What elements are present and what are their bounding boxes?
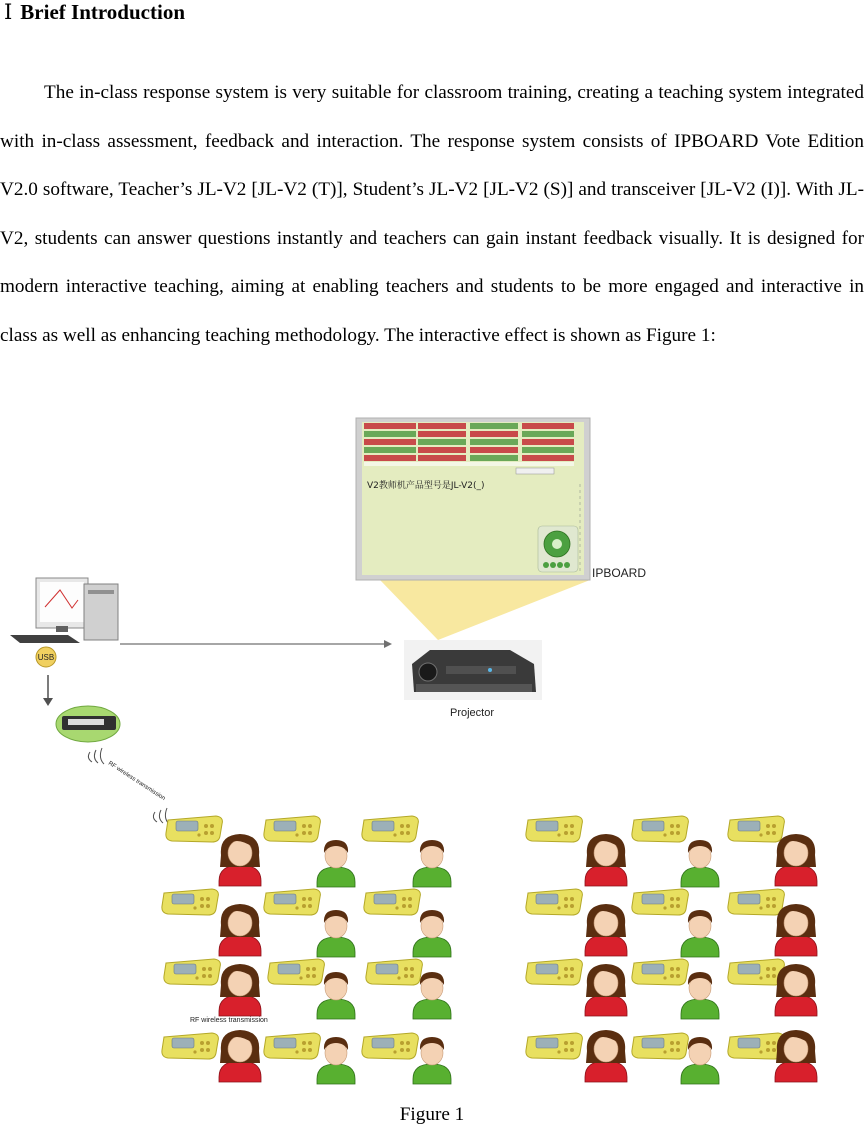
ipboard-control-pad: [538, 526, 578, 572]
ipboard-label: IPBOARD: [592, 566, 647, 580]
projection-cone: [380, 580, 590, 640]
ipboard-question: V2教师机产品型号是JL-V2(_): [367, 481, 485, 491]
projector-label: Projector: [450, 707, 495, 719]
computer: [10, 578, 118, 643]
figure-caption: Figure 1: [399, 1104, 465, 1125]
section-title: Brief Introduction: [20, 0, 185, 24]
usb-label: USB: [37, 653, 55, 662]
rf-waves: [88, 748, 169, 824]
intro-paragraph: The in-class response system is very suitable for classroom training, creating a teaching system integrated with in-class assessment, feedback and interaction. The response system consists of IPBOARD Vote Edition V2.0 software, Teacher’s JL-V2 [JL-V2 (T)], Student’s JL-V2 [JL-V2 (S)] and transceiver [JL-V2 (I)]. With JL-V2, students can answer questions instantly and teachers can gain instant feedback visually. It is designed for modern interactive teaching, aiming at enabling teachers and students to be more engaged and interactive in class as well as enhancing teaching methodology. The interactive effect is shown as Figure 1:: [0, 82, 864, 346]
rf-label-diagonal: RF wireless transmission: [106, 760, 167, 802]
section-heading: [4, 0, 185, 25]
section-number: Ⅰ: [4, 0, 13, 24]
ipboard: [356, 418, 590, 580]
transceiver: [56, 706, 120, 742]
projector: [404, 640, 542, 700]
student-group-left: [162, 816, 451, 1084]
usb-badge: [36, 647, 56, 667]
rf-label: RF wireless transmission: [190, 1017, 268, 1024]
system-diagram: [0, 412, 864, 1087]
student-group-right: [526, 816, 817, 1084]
